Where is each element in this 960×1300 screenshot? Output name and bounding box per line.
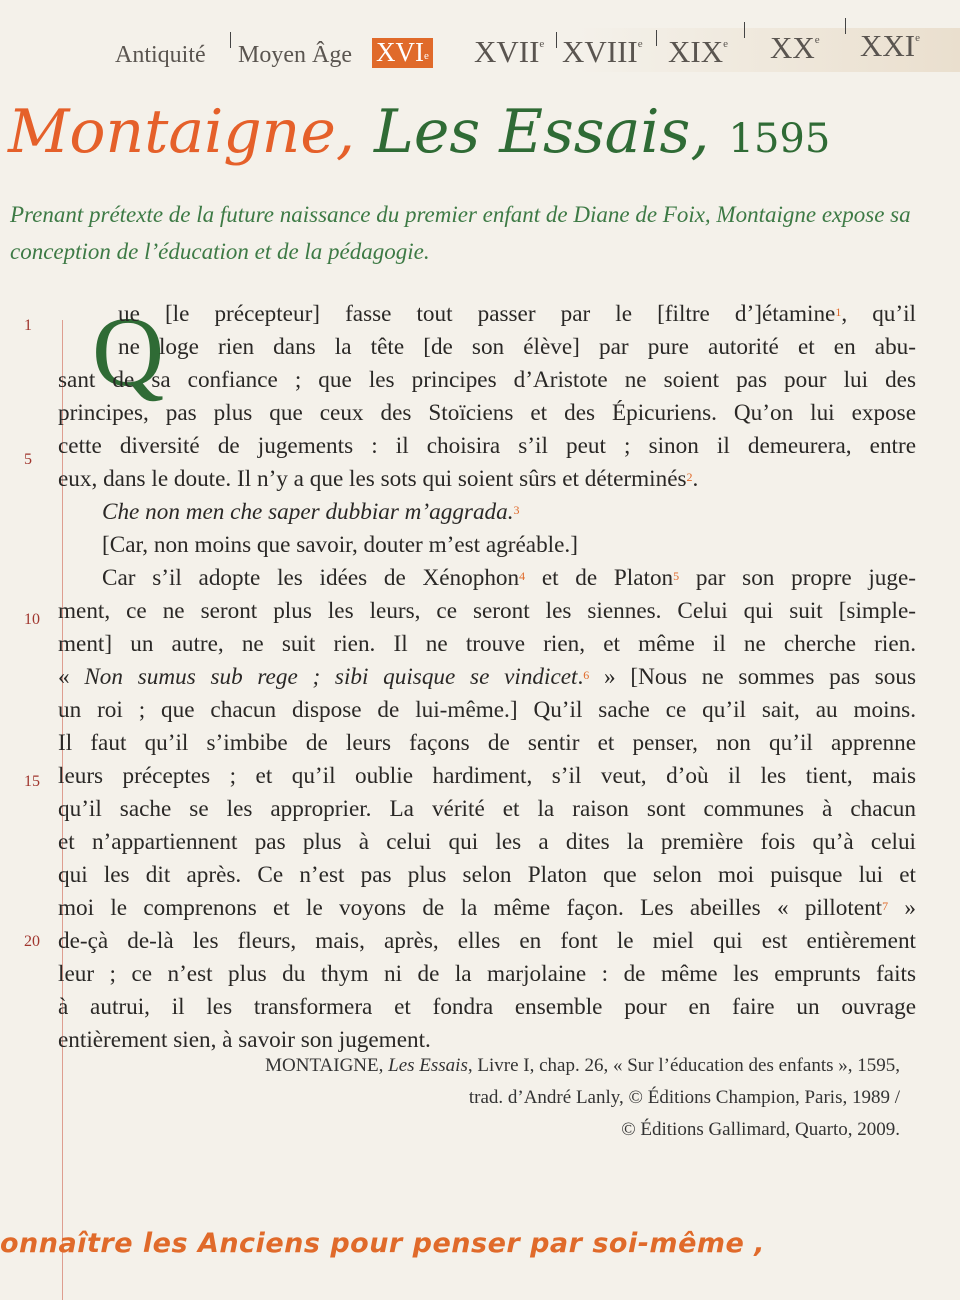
text-line: qu’il sache se les approprier. La vérité et la raison sont communes à chacun [58, 796, 916, 822]
source-work: Les Essais [388, 1055, 468, 1076]
intro-text: Prenant prétexte de la future naissance du premier enfant de Diane de Foix, Montaigne expose sa conception de l’éducation et de la pédagogie. [10, 202, 911, 264]
title-author: Montaigne [8, 97, 336, 167]
era-xix-sup: e [723, 38, 728, 50]
text-line: leurs préceptes ; et qu’il oublie hardiment, s’il veut, d’où il les tient, mais [58, 763, 916, 789]
text-line: ment, ce ne seront plus les leurs, ce seront les siennes. Celui qui suit [simple- [58, 598, 916, 624]
era-xviii-sup: e [637, 38, 643, 50]
essay-text [58, 298, 916, 1057]
era-xxi-label: XXI [860, 28, 916, 63]
era-xviiie [562, 34, 643, 70]
text-line: moi le comprenons et le voyons de la même façon. Les abeilles « pillotent$^7$ » [58, 895, 917, 921]
era-moyen-age: Moyen Âge [238, 42, 352, 68]
era-xx-sup: e [814, 34, 820, 46]
text-line: ue [le précepteur] fasse tout passer par le [filtre d’]étamine$^1$, qu’il [118, 301, 916, 327]
quoted-text: Non sumus sub rege ; sibi quisque se vindicet [84, 664, 578, 690]
source-details: , Livre I, chap. 26, « Sur l’éducation des enfants », 1595, [467, 1055, 900, 1076]
source-line-3: © Éditions Gallimard, Quarto, 2009. [621, 1119, 900, 1140]
text-line: leur ; ce n’est plus du thym ni de la marjolaine : de même les emprunts faits [58, 961, 916, 987]
source-author: MONTAIGNE, [265, 1055, 389, 1076]
era-xvii-label: XVII [474, 34, 540, 69]
era-xixe [668, 34, 728, 70]
text-line: ment] un autre, ne suit rien. Il ne trouve rien, et même il ne cherche rien. [58, 631, 916, 657]
page-title [8, 95, 948, 176]
era-antiquite: Antiquité [115, 42, 206, 68]
line-number: 1 [24, 317, 32, 334]
title-year: 1595 [728, 116, 831, 162]
text-line: sant de sa confiance ; que les principes d’Aristote ne soient pas pour lui des [58, 367, 916, 393]
text-line: de-çà de-là les fleurs, mais, après, elles en font le miel qui est entièrement [58, 928, 916, 954]
source-citation [60, 1050, 900, 1146]
era-xvi-sup: e [424, 50, 429, 62]
era-tick [845, 18, 846, 34]
drop-cap: Q [92, 296, 165, 407]
text-line: « Non sumus sub rege ; sibi quisque se vindicet.$^6$ » [Nous ne sommes pas sous [58, 664, 917, 690]
text-line: à autrui, il les transformera et fondra ensemble pour en faire un ouvrage [58, 994, 916, 1020]
text-line: Car s’il adopte les idées de Xénophon$^4$ et de Platon$^5$ par son propre juge- [102, 565, 916, 591]
era-tick [230, 32, 231, 48]
era-xxe [770, 30, 820, 66]
text-line: entièrement sien, à savoir son jugement. [58, 1027, 431, 1053]
era-xvii-sup: e [539, 38, 545, 50]
era-tick [656, 30, 657, 46]
text-line: [Car, non moins que savoir, douter m’est agréable.] [102, 532, 578, 558]
footnote-marker: 4 [519, 569, 526, 583]
footnote-marker: 1 [835, 305, 842, 319]
footnote-marker: 7 [882, 899, 889, 913]
text-line: ne loge rien dans la tête [de son élève] par pure autorité et en abu- [118, 334, 916, 360]
text-line: Il faut qu’il s’imbibe de leurs façons de sentir et penser, non qu’il apprenne [58, 730, 916, 756]
line-number: 20 [24, 933, 40, 950]
text-line [58, 496, 916, 529]
source-line-1 [60, 1050, 900, 1082]
line-number: 5 [24, 451, 32, 468]
footnote-marker: 6 [583, 668, 590, 682]
quoted-text: Che non men che saper dubbiar m’aggrada. [102, 499, 514, 525]
era-xxie [860, 28, 920, 64]
footnote-marker: 5 [673, 569, 680, 583]
title-work: Les Essais [374, 97, 691, 167]
era-xvie-active [372, 38, 433, 68]
text-line: et n’appartiennent pas plus à celui qui les a dites la première fois qu’à celui [58, 829, 916, 855]
era-xix-label: XIX [668, 34, 724, 69]
timeline [0, 22, 960, 82]
text-line: eux, dans le doute. Il n’y a que les sots qui soient sûrs et déterminés$^2$. [58, 466, 699, 492]
text-line: cette diversité de jugements : il choisira s’il peut ; sinon il demeurera, entre [58, 433, 916, 459]
chapter-footer: onnaître les Anciens pour penser par soi-même , [0, 1228, 765, 1259]
text-line: qui les dit après. Ce n’est pas plus selon Platon que selon moi puisque lui et [58, 862, 916, 888]
text-line: un roi ; que chacun dispose de lui-même.] Qu’il sache ce qu’il sait, au moins. [58, 697, 916, 723]
source-line-2: trad. d’André Lanly, © Éditions Champion, Paris, 1989 / [468, 1087, 900, 1108]
era-tick [556, 32, 557, 48]
line-number: 15 [24, 773, 40, 790]
era-xviie [474, 34, 544, 70]
era-xx-label: XX [770, 30, 815, 65]
era-xviii-label: XVIII [562, 34, 638, 69]
title-comma: , [335, 97, 355, 167]
era-xvi-label: XVI [376, 37, 424, 67]
line-number: 10 [24, 611, 40, 628]
footnote-marker: 2 [686, 470, 693, 484]
title-comma: , [690, 97, 710, 167]
era-xxi-sup: e [915, 32, 920, 44]
footnote-marker: 3 [513, 503, 520, 517]
era-tick [744, 22, 745, 38]
text-line: principes, pas plus que ceux des Stoïciens et des Épicuriens. Qu’on lui expose [58, 400, 916, 426]
